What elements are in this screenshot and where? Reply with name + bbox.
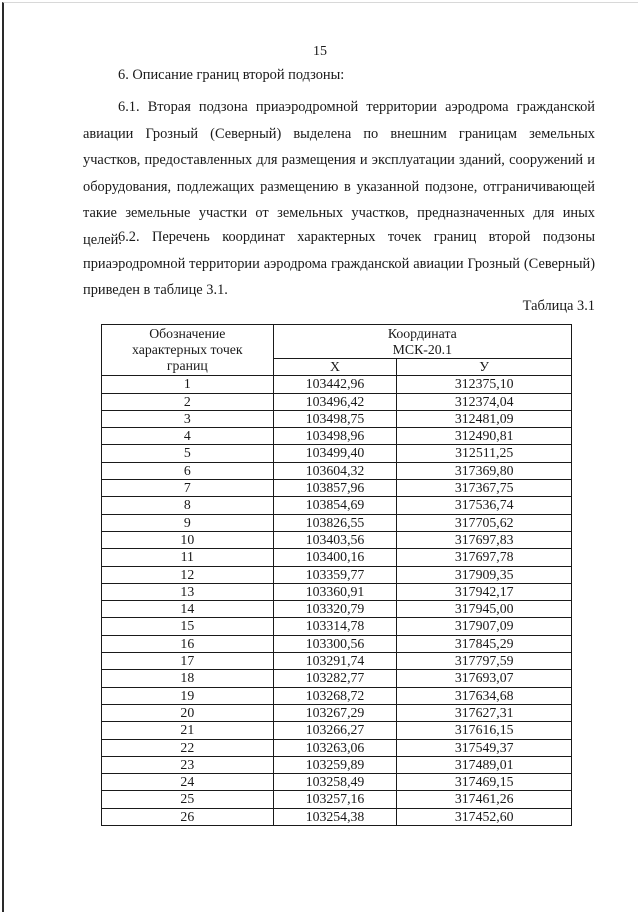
point-number-cell: 15 — [102, 618, 274, 635]
y-coordinate-cell: 317452,60 — [397, 808, 572, 825]
header-point-line-1: Обозначение — [149, 326, 226, 342]
table-row — [102, 670, 572, 687]
table-row — [102, 583, 572, 600]
point-number-cell: 13 — [102, 583, 274, 600]
point-number-cell: 18 — [102, 670, 274, 687]
header-x: X — [273, 359, 397, 376]
paragraph-6-1: 6.1. Вторая подзона приаэродромной территории аэродрома гражданской авиации Грозный (Северный) выделена по внешним границам земельных участков, предоставленных для размещения и эксплуатации зданий, сооружений и оборудования, подлежащих размещению в указанной подзоне, отграничивающей такие земельные участки от земельных участков, предназначенных для иных целей. — [83, 99, 595, 248]
point-number-cell: 1 — [102, 376, 274, 393]
header-point-line-3: границ — [166, 358, 208, 374]
table-row — [102, 653, 572, 670]
table-row — [102, 774, 572, 791]
header-point-designation — [102, 325, 274, 376]
point-number-cell: 8 — [102, 497, 274, 514]
point-number-cell: 3 — [102, 410, 274, 427]
y-coordinate-cell: 312511,25 — [397, 445, 572, 462]
table-row — [102, 566, 572, 583]
y-coordinate-cell: 317845,29 — [397, 635, 572, 652]
y-coordinate-cell: 317489,01 — [397, 756, 572, 773]
x-coordinate-cell: 103300,56 — [273, 635, 397, 652]
x-coordinate-cell: 103604,32 — [273, 462, 397, 479]
y-coordinate-cell: 317697,83 — [397, 531, 572, 548]
x-coordinate-cell: 103403,56 — [273, 531, 397, 548]
y-coordinate-cell: 317945,00 — [397, 601, 572, 618]
x-coordinate-cell: 103400,16 — [273, 549, 397, 566]
section-heading: 6. Описание границ второй подзоны: — [118, 67, 345, 83]
y-coordinate-cell: 317705,62 — [397, 514, 572, 531]
point-number-cell: 25 — [102, 791, 274, 808]
x-coordinate-cell: 103282,77 — [273, 670, 397, 687]
point-number-cell: 20 — [102, 704, 274, 721]
x-coordinate-cell: 103268,72 — [273, 687, 397, 704]
point-number-cell: 10 — [102, 531, 274, 548]
x-coordinate-cell: 103442,96 — [273, 376, 397, 393]
header-point-line-2: характерных точек — [132, 342, 243, 358]
table-row — [102, 722, 572, 739]
x-coordinate-cell: 103498,75 — [273, 410, 397, 427]
x-coordinate-cell: 103826,55 — [273, 514, 397, 531]
table-row — [102, 428, 572, 445]
y-coordinate-cell: 312374,04 — [397, 393, 572, 410]
header-coordinate — [273, 325, 571, 359]
x-coordinate-cell: 103854,69 — [273, 497, 397, 514]
x-coordinate-cell: 103359,77 — [273, 566, 397, 583]
y-coordinate-cell: 317369,80 — [397, 462, 572, 479]
point-number-cell: 22 — [102, 739, 274, 756]
table-row — [102, 756, 572, 773]
table-row — [102, 601, 572, 618]
table-row — [102, 445, 572, 462]
table-body — [102, 376, 572, 826]
x-coordinate-cell: 103259,89 — [273, 756, 397, 773]
y-coordinate-cell: 317634,68 — [397, 687, 572, 704]
point-number-cell: 21 — [102, 722, 274, 739]
x-coordinate-cell: 103360,91 — [273, 583, 397, 600]
x-coordinate-cell: 103267,29 — [273, 704, 397, 721]
y-coordinate-cell: 317797,59 — [397, 653, 572, 670]
table-row — [102, 393, 572, 410]
y-coordinate-cell: 317907,09 — [397, 618, 572, 635]
y-coordinate-cell: 317536,74 — [397, 497, 572, 514]
point-number-cell: 19 — [102, 687, 274, 704]
point-number-cell: 6 — [102, 462, 274, 479]
x-coordinate-cell: 103314,78 — [273, 618, 397, 635]
point-number-cell: 17 — [102, 653, 274, 670]
y-coordinate-cell: 317693,07 — [397, 670, 572, 687]
table-row — [102, 618, 572, 635]
x-coordinate-cell: 103320,79 — [273, 601, 397, 618]
table-row — [102, 791, 572, 808]
table-row — [102, 549, 572, 566]
y-coordinate-cell: 312490,81 — [397, 428, 572, 445]
table-row — [102, 514, 572, 531]
x-coordinate-cell: 103263,06 — [273, 739, 397, 756]
point-number-cell: 11 — [102, 549, 274, 566]
table-header — [102, 325, 572, 376]
point-number-cell: 23 — [102, 756, 274, 773]
y-coordinate-cell: 317909,35 — [397, 566, 572, 583]
coordinates-table — [101, 324, 572, 826]
point-number-cell: 14 — [102, 601, 274, 618]
table-row — [102, 808, 572, 825]
table-row — [102, 687, 572, 704]
x-coordinate-cell: 103496,42 — [273, 393, 397, 410]
table-row — [102, 531, 572, 548]
x-coordinate-cell: 103499,40 — [273, 445, 397, 462]
x-coordinate-cell: 103257,16 — [273, 791, 397, 808]
y-coordinate-cell: 317367,75 — [397, 480, 572, 497]
y-coordinate-cell: 317549,37 — [397, 739, 572, 756]
y-coordinate-cell: 317616,15 — [397, 722, 572, 739]
table-row — [102, 497, 572, 514]
page-number: 15 — [313, 44, 327, 59]
x-coordinate-cell: 103254,38 — [273, 808, 397, 825]
point-number-cell: 12 — [102, 566, 274, 583]
table-row — [102, 480, 572, 497]
table-row — [102, 462, 572, 479]
point-number-cell: 4 — [102, 428, 274, 445]
point-number-cell: 9 — [102, 514, 274, 531]
table-row — [102, 410, 572, 427]
x-coordinate-cell: 103291,74 — [273, 653, 397, 670]
y-coordinate-cell: 312375,10 — [397, 376, 572, 393]
table-row — [102, 635, 572, 652]
y-coordinate-cell: 317627,31 — [397, 704, 572, 721]
x-coordinate-cell: 103258,49 — [273, 774, 397, 791]
point-number-cell: 26 — [102, 808, 274, 825]
table-row — [102, 376, 572, 393]
header-y: У — [397, 359, 572, 376]
y-coordinate-cell: 312481,09 — [397, 410, 572, 427]
table-caption: Таблица 3.1 — [522, 298, 595, 314]
x-coordinate-cell: 103498,96 — [273, 428, 397, 445]
y-coordinate-cell: 317469,15 — [397, 774, 572, 791]
paragraph-6-2: 6.2. Перечень координат характерных точек границ второй подзоны приаэродромной территории аэродрома гражданской авиации Грозный (Северный) приведен в таблице 3.1. — [83, 229, 595, 298]
y-coordinate-cell: 317461,26 — [397, 791, 572, 808]
header-coordinate-line-1: Координата — [387, 325, 457, 341]
y-coordinate-cell: 317697,78 — [397, 549, 572, 566]
point-number-cell: 7 — [102, 480, 274, 497]
point-number-cell: 5 — [102, 445, 274, 462]
x-coordinate-cell: 103857,96 — [273, 480, 397, 497]
x-coordinate-cell: 103266,27 — [273, 722, 397, 739]
header-coordinate-line-2: МСК-20.1 — [392, 341, 453, 357]
table-row — [102, 739, 572, 756]
point-number-cell: 16 — [102, 635, 274, 652]
table-row — [102, 704, 572, 721]
y-coordinate-cell: 317942,17 — [397, 583, 572, 600]
point-number-cell: 24 — [102, 774, 274, 791]
point-number-cell: 2 — [102, 393, 274, 410]
